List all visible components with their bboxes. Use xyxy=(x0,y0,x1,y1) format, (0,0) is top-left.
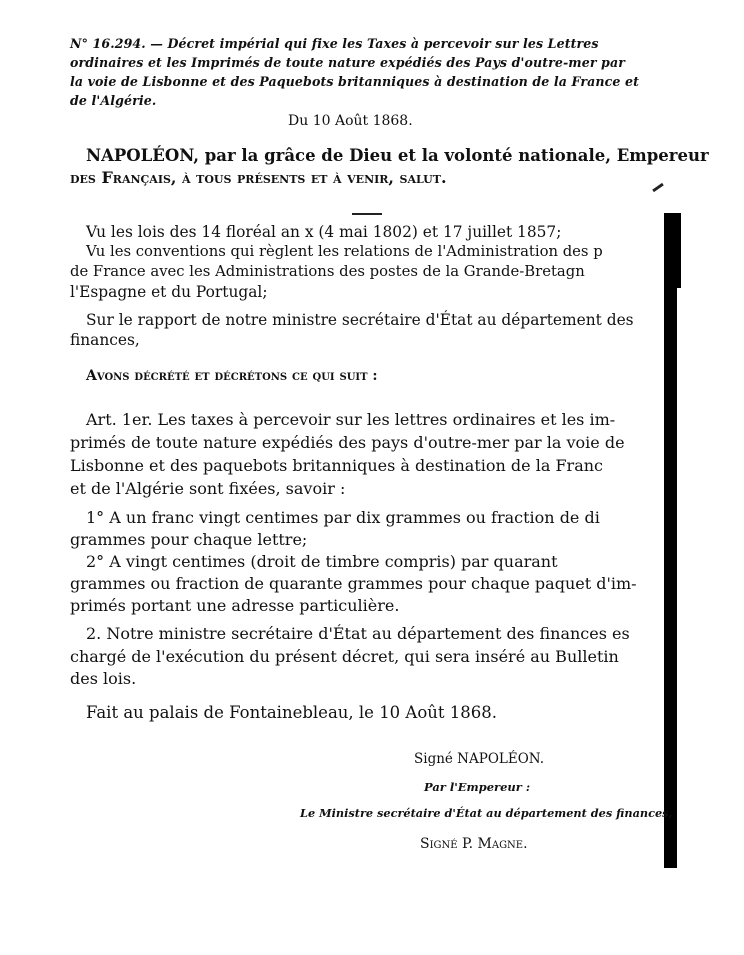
visa-line-3: de France avec les Administrations des postes de la Grande-Bretagn xyxy=(70,263,585,280)
item2-line-1: 2° A vingt centimes (droit de timbre compris) par quarant xyxy=(86,552,558,571)
rapport-line-1: Sur le rapport de notre ministre secrétaire d'État au département des xyxy=(86,311,634,329)
preamble-line-2: des Français, à tous présents et à venir, salut. xyxy=(70,168,447,187)
article2-line-1: 2. Notre ministre secrétaire d'État au département des finances es xyxy=(86,624,630,643)
signature-napoleon: Signé NAPOLÉON. xyxy=(414,751,545,767)
avons-decrete: Avons décrété et décrétons ce qui suit : xyxy=(86,368,378,384)
scan-edge-notch xyxy=(676,213,681,288)
signature-magne: Signé P. Magne. xyxy=(420,836,528,852)
rapport-line-2: finances, xyxy=(70,331,140,349)
decree-title-line-2: ordinaires et les Imprimés de toute nature expédiés des Pays d'outre-mer par xyxy=(70,55,625,70)
fait-au-palais: Fait au palais de Fontainebleau, le 10 Août 1868. xyxy=(86,703,498,722)
item1-line-2: grammes pour chaque lettre; xyxy=(70,530,308,549)
item1-line-1: 1° A un franc vingt centimes par dix grammes ou fraction de di xyxy=(86,508,600,527)
decree-date: Du 10 Août 1868. xyxy=(288,113,413,129)
item2-line-3: primés portant une adresse particulière. xyxy=(70,596,400,615)
decree-title-line-3: la voie de Lisbonne et des Paquebots britanniques à destination de la France et xyxy=(70,74,640,89)
article1-line-2: primés de toute nature expédiés des pays d'outre-mer par la voie de xyxy=(70,433,625,452)
visa-line-1: Vu les lois des 14 floréal an x (4 mai 1802) et 17 juillet 1857; xyxy=(86,223,562,241)
scan-edge-bar xyxy=(664,213,677,868)
article2-line-3: des lois. xyxy=(70,669,137,688)
visa-line-4: l'Espagne et du Portugal; xyxy=(70,283,268,301)
par-l-empereur: Par l'Empereur : xyxy=(424,780,531,794)
ink-mark xyxy=(652,183,664,192)
ministre-title: Le Ministre secrétaire d'État au département des finances, xyxy=(300,806,673,820)
article1-line-1: Art. 1er. Les taxes à percevoir sur les lettres ordinaires et les im- xyxy=(86,410,616,429)
decree-title-line-4: de l'Algérie. xyxy=(70,93,157,108)
ornament-dash xyxy=(352,213,382,215)
article1-line-3: Lisbonne et des paquebots britanniques à destination de la Franc xyxy=(70,456,603,475)
decree-title-line-1: N° 16.294. — Décret impérial qui fixe les Taxes à percevoir sur les Lettres xyxy=(70,36,599,51)
visa-line-2: Vu les conventions qui règlent les relations de l'Administration des p xyxy=(86,243,603,260)
preamble-line-1: NAPOLÉON, par la grâce de Dieu et la volonté nationale, Empereur xyxy=(86,146,709,165)
item2-line-2: grammes ou fraction de quarante grammes pour chaque paquet d'im- xyxy=(70,574,637,593)
article2-line-2: chargé de l'exécution du présent décret, qui sera inséré au Bulletin xyxy=(70,647,619,666)
article1-line-4: et de l'Algérie sont fixées, savoir : xyxy=(70,479,346,498)
